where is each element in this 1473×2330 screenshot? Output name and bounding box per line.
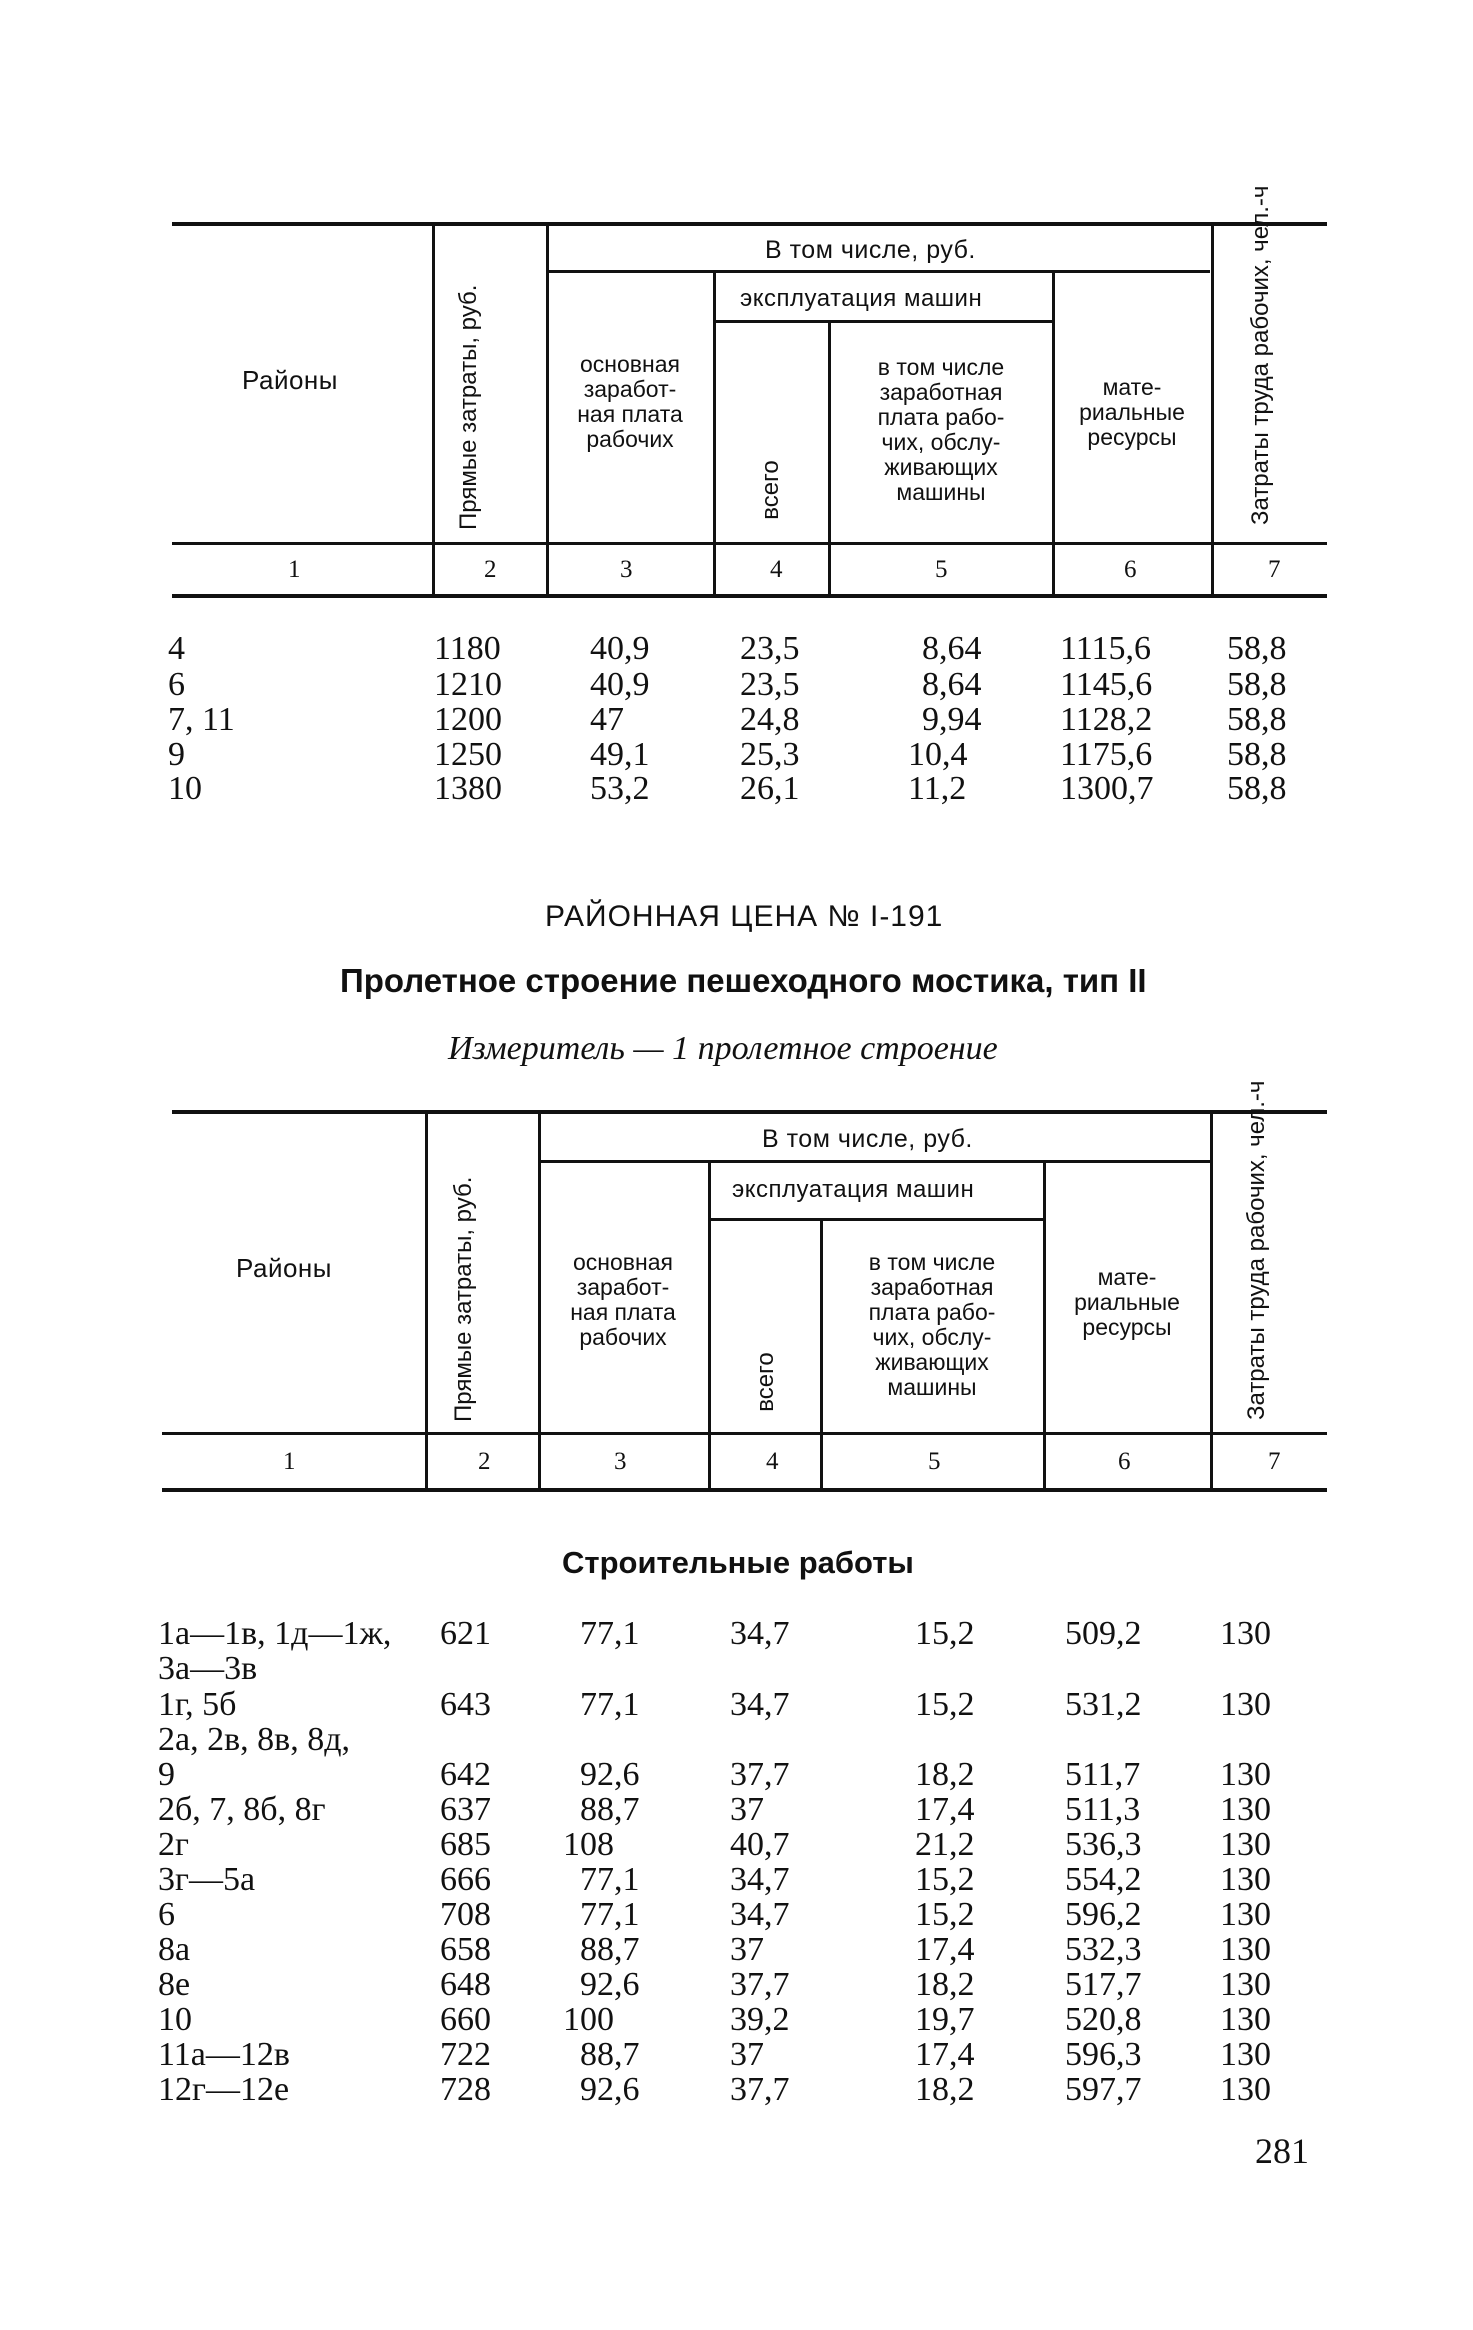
col-number: 5: [928, 1448, 941, 1475]
regions-header: Районы: [242, 365, 338, 395]
base-wage-header: основная заработ- ная плата рабочих: [577, 351, 683, 452]
table1-top-rule: [172, 222, 1327, 226]
price-heading: РАЙОННАЯ ЦЕНА № I-191: [545, 900, 944, 933]
table2-top-rule: [172, 1110, 1327, 1114]
table2-bottom-rule: [162, 1488, 1327, 1492]
incl-wage-header: в том числе заработная плата рабо- чих, обслу- живающих машины: [877, 354, 1005, 505]
labor-header: Затраты труда рабочих, чел.-ч: [1247, 185, 1274, 525]
including-header: В том числе, руб.: [765, 236, 976, 264]
col-number: 7: [1268, 1448, 1281, 1475]
table1-bottom-rule: [172, 594, 1327, 598]
page-number: 281: [1255, 2131, 1309, 2171]
col-number: 2: [478, 1448, 491, 1475]
materials-header: мате- риальные ресурсы: [1079, 374, 1185, 450]
total-header: всего: [757, 460, 784, 520]
structure-title: Пролетное строение пешеходного мостика, тип II: [340, 962, 1147, 999]
direct-costs-header: Прямые затраты, руб.: [455, 284, 482, 530]
col-number: 1: [283, 1448, 296, 1475]
col-number: 1: [288, 556, 301, 583]
col-number: 3: [614, 1448, 627, 1475]
col-number: 3: [620, 556, 633, 583]
machine-operation-header: эксплуатация машин: [740, 285, 983, 312]
col-number: 4: [770, 556, 783, 583]
col-number: 4: [766, 1448, 779, 1475]
col-number: 2: [484, 556, 497, 583]
unit-line: Измеритель — 1 пролетное строение: [448, 1030, 998, 1067]
col-number: 6: [1124, 556, 1137, 583]
col-number: 5: [935, 556, 948, 583]
col-number: 7: [1268, 556, 1281, 583]
col-number: 6: [1118, 1448, 1131, 1475]
section-title: Строительные работы: [562, 1545, 914, 1580]
